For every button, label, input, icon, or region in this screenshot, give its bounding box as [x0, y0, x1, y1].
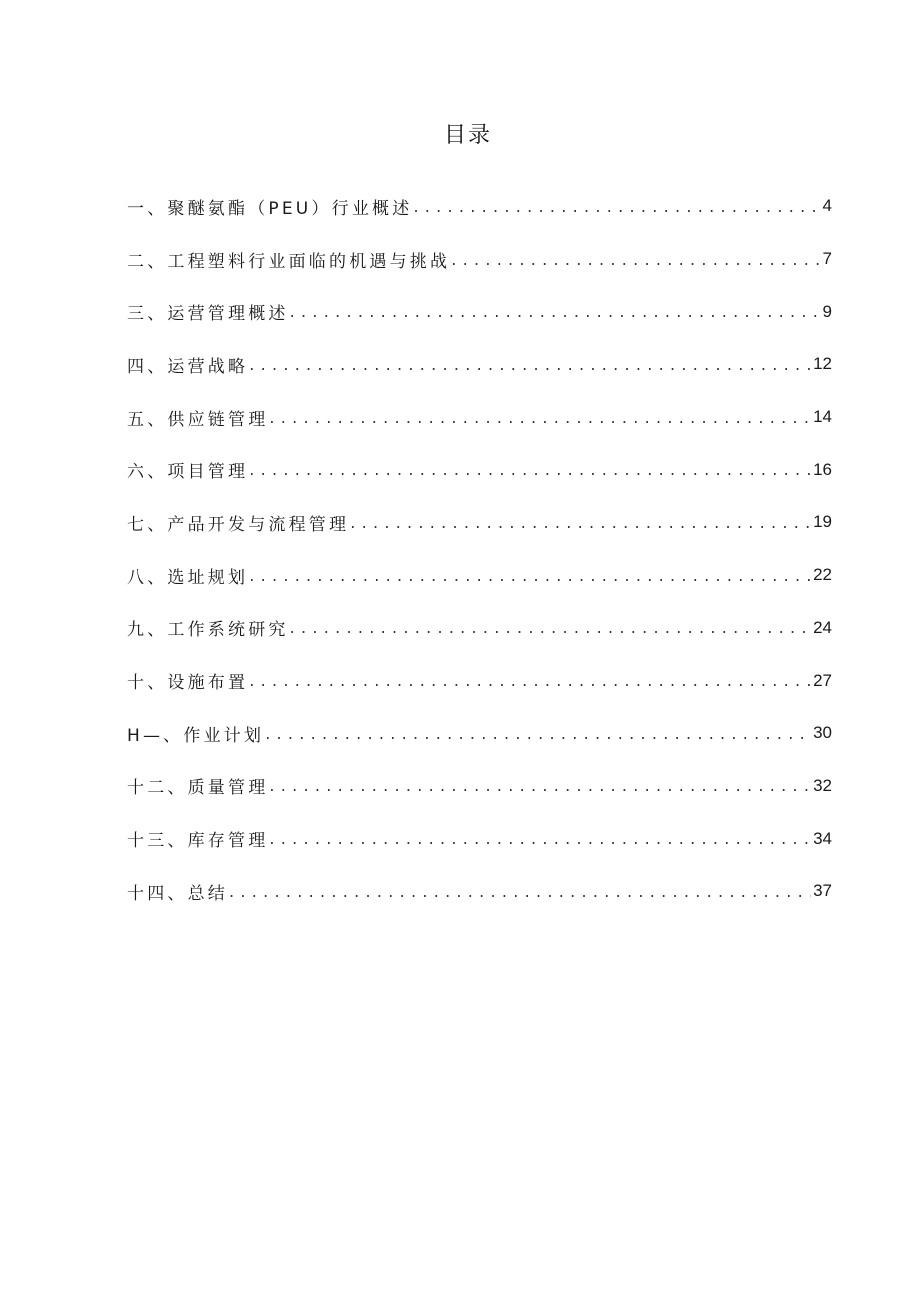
- toc-entry-page: 4: [822, 196, 832, 216]
- toc-dot-leader: [264, 724, 811, 743]
- toc-entry-page: 30: [813, 723, 832, 743]
- toc-entry-page: 16: [813, 459, 832, 479]
- toc-entry-label: 十二、质量管理: [127, 778, 269, 799]
- toc-entry[interactable]: [127, 707, 832, 760]
- toc-entry-page: 12: [813, 354, 832, 374]
- toc-dot-leader: [450, 250, 820, 269]
- toc-entry-label: 九、工作系统研究: [127, 620, 289, 641]
- toc-entry[interactable]: [127, 338, 832, 391]
- toc-list: [127, 180, 832, 918]
- toc-entry-page: 19: [813, 512, 832, 532]
- toc-title: 目录: [443, 123, 492, 148]
- toc-entry[interactable]: [127, 760, 832, 813]
- toc-entry-label: 十三、库存管理: [127, 831, 269, 852]
- toc-dot-leader: [248, 355, 811, 374]
- toc-entry[interactable]: [127, 865, 832, 918]
- toc-dot-leader: [289, 618, 811, 637]
- toc-entry[interactable]: [127, 496, 832, 549]
- toc-dot-leader: [248, 671, 811, 690]
- toc-entry-label: 一、聚醚氨酯（PEU）行业概述: [127, 198, 413, 219]
- toc-entry-page: 9: [822, 301, 832, 321]
- toc-entry[interactable]: [127, 285, 832, 338]
- toc-entry-page: 34: [813, 828, 832, 848]
- toc-dot-leader: [228, 882, 811, 901]
- toc-entry[interactable]: [127, 602, 832, 655]
- toc-entry-page: 14: [813, 407, 832, 427]
- toc-dot-leader: [248, 460, 811, 479]
- toc-entry-page: 27: [813, 670, 832, 690]
- toc-entry[interactable]: [127, 180, 832, 233]
- toc-entry-page: 37: [813, 881, 832, 901]
- toc-entry[interactable]: [127, 549, 832, 602]
- toc-entry[interactable]: [127, 391, 832, 444]
- toc-entry[interactable]: [127, 654, 832, 707]
- toc-dot-leader: [248, 566, 811, 585]
- toc-entry-page: 24: [813, 617, 832, 637]
- toc-dot-leader: [412, 197, 820, 216]
- toc-entry-label: 三、运营管理概述: [127, 304, 289, 325]
- toc-entry-label: H—、作业计划: [127, 725, 265, 746]
- toc-entry-label: 十四、总结: [127, 883, 228, 904]
- toc-entry[interactable]: [127, 443, 832, 496]
- toc-entry-label: 六、项目管理: [127, 462, 249, 483]
- toc-entry[interactable]: [127, 812, 832, 865]
- toc-entry-label: 十、设施布置: [127, 673, 249, 694]
- toc-entry-page: 32: [813, 775, 832, 795]
- toc-entry[interactable]: [127, 233, 832, 286]
- toc-entry-page: 22: [813, 565, 832, 585]
- toc-dot-leader: [289, 302, 821, 321]
- toc-entry-label: 四、运营战略: [127, 356, 249, 377]
- toc-entry-label: 七、产品开发与流程管理: [127, 514, 350, 535]
- toc-dot-leader: [349, 513, 811, 532]
- toc-dot-leader: [268, 776, 811, 795]
- toc-entry-page: 7: [822, 249, 832, 269]
- toc-entry-label: 八、选址规划: [127, 567, 249, 588]
- toc-entry-label: 五、供应链管理: [127, 409, 269, 430]
- toc-entry-label: 二、工程塑料行业面临的机遇与挑战: [127, 251, 451, 272]
- toc-dot-leader: [268, 829, 811, 848]
- toc-dot-leader: [268, 408, 811, 427]
